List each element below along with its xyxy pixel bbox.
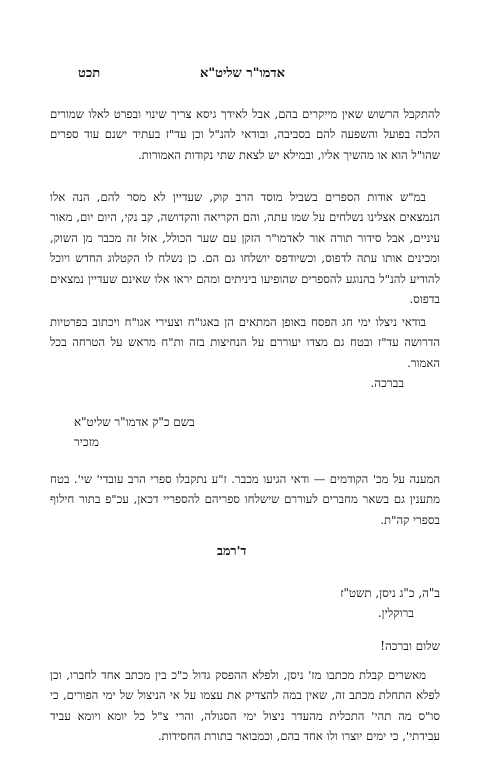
signature-line-2: מזכיר [74,435,99,449]
page-number: תכט [78,66,101,81]
paragraph-2: במ"ש אודות הספרים בשביל מוסד הרב קוק, שעדיין לא מסר להם, הנה אלו הנמצאים אצלינו נשלחים על שמו עתה, והם הקריאה והקדושה, קב נקי, היום יום, מאור עיניים, אבל סידור תורה אור לאדמו"ר הזקן עם שער הכולל, אזל זה מכבר מן השוק, ומכינים אותו עתה לדפוס, וכשיודפס יושלחו גם הם. כן נשלח לו הקטלוג החדש ויוכל להודיע להנ"ל בהנוגע להספרים שהופיעו ביניתים ומהם יראו אלו שאינם שעדיין נמצאים בדפוס. [50,190,440,307]
signature-line-1: בשם כ"ק אדמו"ר שליט"א [74,415,195,429]
letter-body: מאשרים קבלת מכתבו מז' ניסן, ולפלא ההפסק גדול כ"כ בין מכתב אחד לחברו, וכן לפלא התחלת מכתב זה, שאין במה להצדיק את עצמו על אי הניצול של ימי הפורים, כי סו"ס מה תהי' התכלית מהעדר ניצול ימי הסגולה, והרי צ"ל כל יומא ויומא עביד עבידתי', כי ימים יוצרו ולו אחד בהם, וכמבואר בתורת החסידות. [50,668,440,744]
letter-date: ב"ה, כ"ג ניסן, תשט"ז [340,586,440,600]
paragraph-3: בודאי ניצלו ימי חג הפסח באופן המתאים הן באגו"ח וצעירי אגו"ח ויכתוב בפרטיות הדרושה עד"ז ובטח גם מצדו יעוררם על הנחיצות בזה ות"ח מראש על הטרחה בכל האמור. [50,315,440,370]
greeting: שלום וברכה! [380,639,440,653]
closing-text: בברכה. [370,376,404,390]
letter-number: ד'רמב [217,543,247,558]
paragraph-1: להתקבל הרשוש שאין מייקרים בהם, אבל לאידך גיסא צריך שינוי ובפרט לאלו שמורים הלכה בפועל והשפעה להם בסביבה, ובודאי להנ"ל וכן עד"ז בעתיד ישנם עוד ספרים שהו"ל הוא או מהשיך אליו, ובמילא יש לצאת שתי נקודות האמורות. [50,107,440,162]
postscript: המענה על מכ' הקודמים — ודאי הגיעו מכבר. ז"ע נתקבלו ספרי הרב עובדי' שי'. בטח מתענין גם בשאר מחברים לעוררם שישלחו ספריהם להספריי דכאן, עכ"פ בתור חילוף בספרי קה"ת. [50,472,440,527]
letter-place: ברוקלין. [377,606,414,620]
page-title: אדמו"ר שליט"א [200,66,285,81]
